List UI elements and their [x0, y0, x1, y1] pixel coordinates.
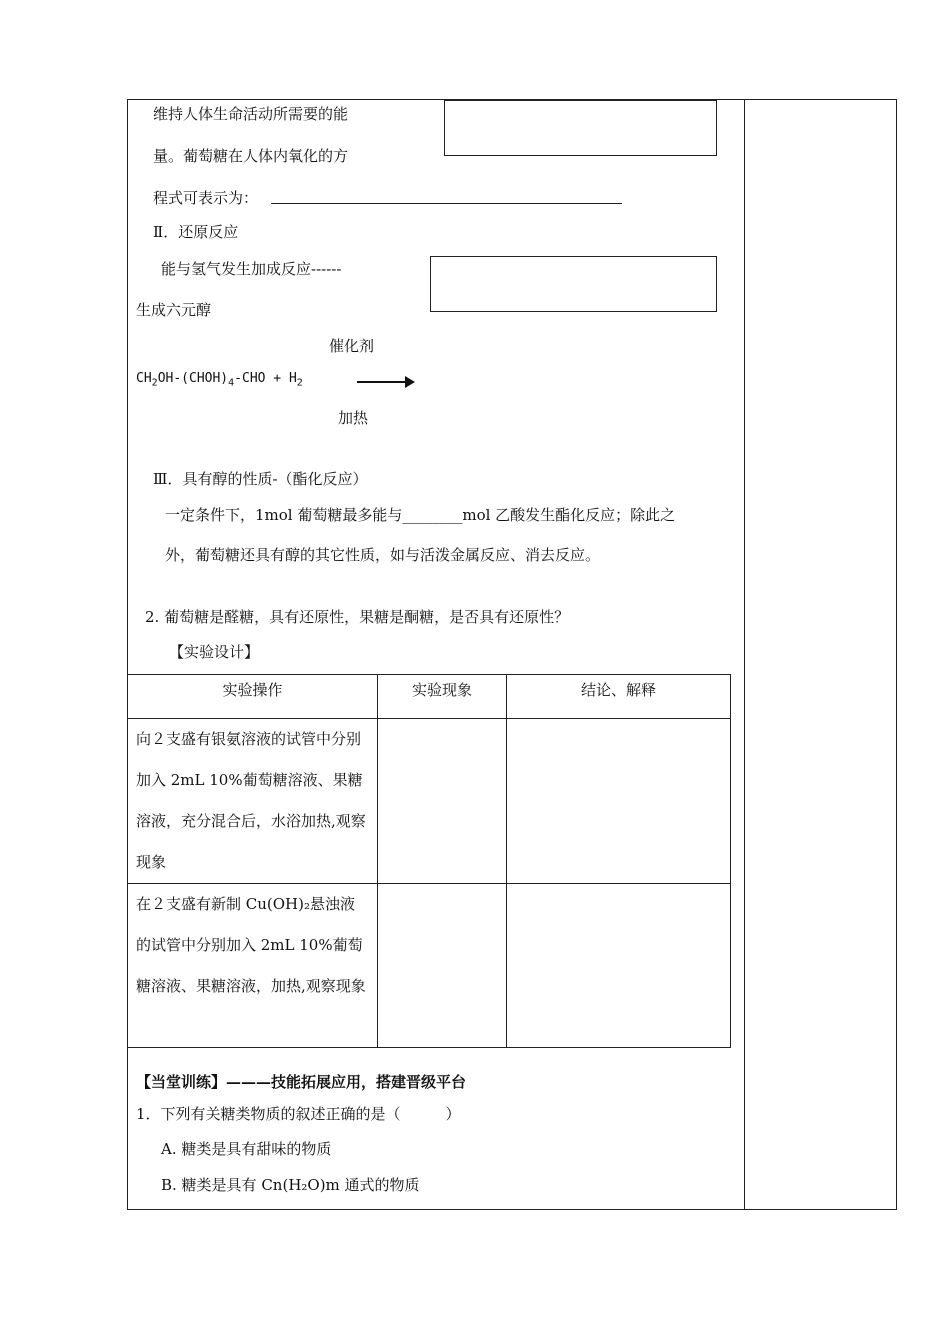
oxidation-line-2: 量。葡萄糖在人体内氧化的方: [153, 147, 349, 165]
training-question-1: 1．下列有关糖类物质的叙述正确的是（ ）: [136, 1105, 461, 1123]
header-phenomenon: 实验现象: [378, 675, 507, 719]
conclusion-cell[interactable]: [507, 719, 731, 884]
conclusion-cell[interactable]: [507, 884, 731, 1048]
reduction-line-1: 能与氢气发生加成反应------: [161, 260, 342, 278]
reaction-arrow-head: [405, 376, 415, 388]
alcohol-line-1: 一定条件下，1mol 葡萄糖最多能与________mol 乙酸发生酯化反应；除此之: [165, 506, 676, 524]
condition-label: 加热: [338, 409, 369, 427]
operation-cell: 向２支盛有银氨溶液的试管中分别加入 2mL 10%葡萄糖溶液、果糖溶液，充分混合后，水浴加热,观察现象: [128, 719, 378, 884]
oxidation-answer-box[interactable]: [444, 100, 717, 156]
table-header-row: [128, 675, 731, 719]
phenomenon-cell[interactable]: [378, 719, 507, 884]
equation-answer-blank[interactable]: [271, 203, 622, 204]
reduction-answer-box[interactable]: [430, 256, 717, 312]
table-row: [128, 719, 731, 884]
reduction-heading: Ⅱ．还原反应: [153, 223, 239, 241]
header-conclusion: 结论、解释: [507, 675, 731, 719]
oxidation-line-1: 维持人体生命活动所需要的能: [153, 105, 349, 123]
phenomenon-cell[interactable]: [378, 884, 507, 1048]
option-b[interactable]: B. 糖类是具有 Cn(H₂O)m 通式的物质: [161, 1176, 420, 1194]
option-a[interactable]: A. 糖类是具有甜味的物质: [161, 1140, 332, 1158]
alcohol-line-2: 外，葡萄糖还具有醇的其它性质，如与活泼金属反应、消去反应。: [165, 546, 601, 564]
training-heading: 【当堂训练】———技能拓展应用，搭建晋级平台: [136, 1073, 467, 1091]
reaction-arrow: [357, 381, 407, 383]
alcohol-heading: Ⅲ．具有醇的性质-（酯化反应）: [153, 470, 368, 488]
experiment-table: [127, 674, 731, 1048]
header-operation: 实验操作: [128, 675, 378, 719]
right-column-divider: [744, 99, 745, 1210]
reduction-line-2: 生成六元醇: [136, 301, 212, 319]
oxidation-line-3: 程式可表示为：: [153, 189, 259, 207]
table-row: [128, 884, 731, 1048]
operation-cell: 在２支盛有新制 Cu(OH)₂悬浊液的试管中分别加入 2mL 10%葡萄糖溶液、果糖溶液，加热,观察现象: [128, 884, 378, 1048]
question-2: 2. 葡萄糖是醛糖，具有还原性，果糖是酮糖，是否具有还原性？: [145, 608, 570, 626]
hydrogenation-equation: $CH_2OH-(CHOH)_4$-CHO + $H_2$: [136, 371, 303, 389]
design-label: 【实验设计】: [169, 643, 260, 661]
catalyst-label: 催化剂: [329, 337, 375, 355]
